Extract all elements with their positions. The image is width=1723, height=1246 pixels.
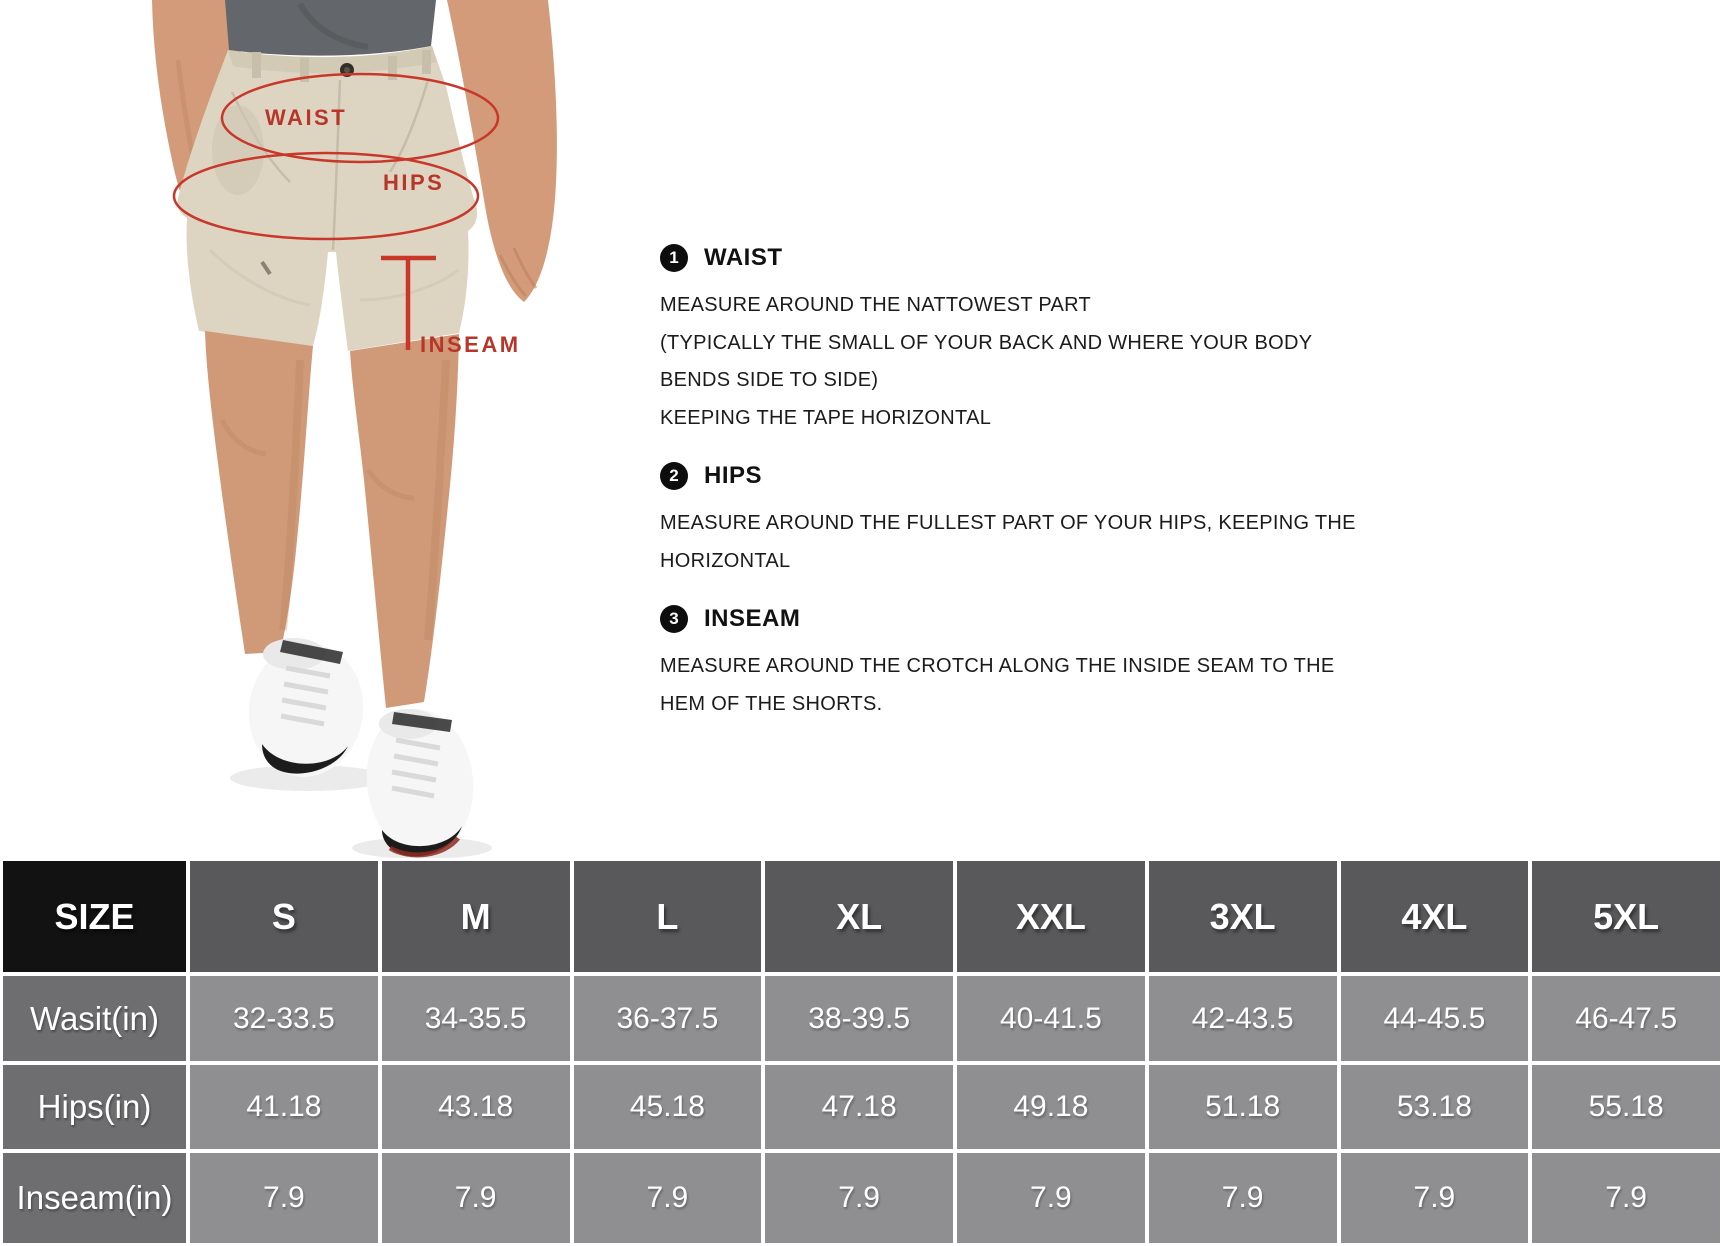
row-label-inseam: Inseam(in) <box>3 1153 186 1243</box>
hips-value: 47.18 <box>765 1065 953 1149</box>
hips-value: 43.18 <box>382 1065 570 1149</box>
hips-annotation-label: HIPS <box>383 170 445 195</box>
instruction-title: INSEAM <box>704 605 801 632</box>
inseam-annotation-label: INSEAM <box>420 332 521 357</box>
waist-value: 34-35.5 <box>382 976 570 1061</box>
instruction-inseam <box>660 604 1700 723</box>
model-photo <box>0 0 620 858</box>
inseam-value: 7.9 <box>957 1153 1145 1243</box>
model-photo-illustration <box>0 0 620 858</box>
shorts <box>177 46 477 351</box>
waist-value: 46-47.5 <box>1532 976 1720 1061</box>
instruction-hips <box>660 461 1700 580</box>
inseam-value: 7.9 <box>1149 1153 1337 1243</box>
step-1-badge: 1 <box>660 244 688 272</box>
instruction-line: BENDS SIDE TO SIDE) <box>660 369 879 391</box>
waist-value: 32-33.5 <box>190 976 378 1061</box>
hips-value: 53.18 <box>1341 1065 1529 1149</box>
size-col-header-4xl: 4XL <box>1341 861 1529 972</box>
instruction-waist <box>660 243 1700 437</box>
inseam-value: 7.9 <box>1341 1153 1529 1243</box>
waist-value: 44-45.5 <box>1341 976 1529 1061</box>
size-col-header-xl: XL <box>765 861 953 972</box>
measurement-instructions <box>660 243 1700 747</box>
instruction-line: MEASURE AROUND THE FULLEST PART OF YOUR HIPS, KEEPING THE <box>660 512 1356 534</box>
instruction-line: MEASURE AROUND THE CROTCH ALONG THE INSIDE SEAM TO THE <box>660 655 1335 677</box>
instruction-title: WAIST <box>704 244 783 271</box>
instruction-line: MEASURE AROUND THE NATTOWEST PART <box>660 294 1092 316</box>
step-3-badge: 3 <box>660 605 688 633</box>
inseam-value: 7.9 <box>382 1153 570 1243</box>
size-chart-table <box>3 861 1720 1243</box>
hips-value: 55.18 <box>1532 1065 1720 1149</box>
instruction-line: HEM OF THE SHORTS. <box>660 692 883 715</box>
inseam-value: 7.9 <box>574 1153 762 1243</box>
size-col-header-m: M <box>382 861 570 972</box>
hips-value: 45.18 <box>574 1065 762 1149</box>
step-2-badge: 2 <box>660 462 688 490</box>
size-col-header-5xl: 5XL <box>1532 861 1720 972</box>
size-col-header-3xl: 3XL <box>1149 861 1337 972</box>
waist-value: 42-43.5 <box>1149 976 1337 1061</box>
hips-value: 41.18 <box>190 1065 378 1149</box>
inseam-value: 7.9 <box>190 1153 378 1243</box>
instruction-line: (TYPICALLY THE SMALL OF YOUR BACK AND WHERE YOUR BODY <box>660 331 1313 354</box>
waist-annotation-label: WAIST <box>265 105 348 130</box>
waist-value: 38-39.5 <box>765 976 953 1061</box>
instruction-line: HORIZONTAL <box>660 549 791 572</box>
inseam-value: 7.9 <box>1532 1153 1720 1243</box>
left-shoe <box>240 636 372 785</box>
right-shoe <box>360 704 481 858</box>
hips-value: 51.18 <box>1149 1065 1337 1149</box>
inseam-value: 7.9 <box>765 1153 953 1243</box>
waist-value: 36-37.5 <box>574 976 762 1061</box>
instruction-title: HIPS <box>704 462 763 489</box>
size-col-header-s: S <box>190 861 378 972</box>
hips-value: 49.18 <box>957 1065 1145 1149</box>
size-col-header-xxl: XXL <box>957 861 1145 972</box>
waist-value: 40-41.5 <box>957 976 1145 1061</box>
instruction-line: KEEPING THE TAPE HORIZONTAL <box>660 406 992 429</box>
size-col-header-l: L <box>574 861 762 972</box>
size-corner-header: SIZE <box>3 861 186 972</box>
row-label-hips: Hips(in) <box>3 1065 186 1149</box>
shirt <box>225 0 436 56</box>
row-label-waist: Wasit(in) <box>3 976 186 1061</box>
